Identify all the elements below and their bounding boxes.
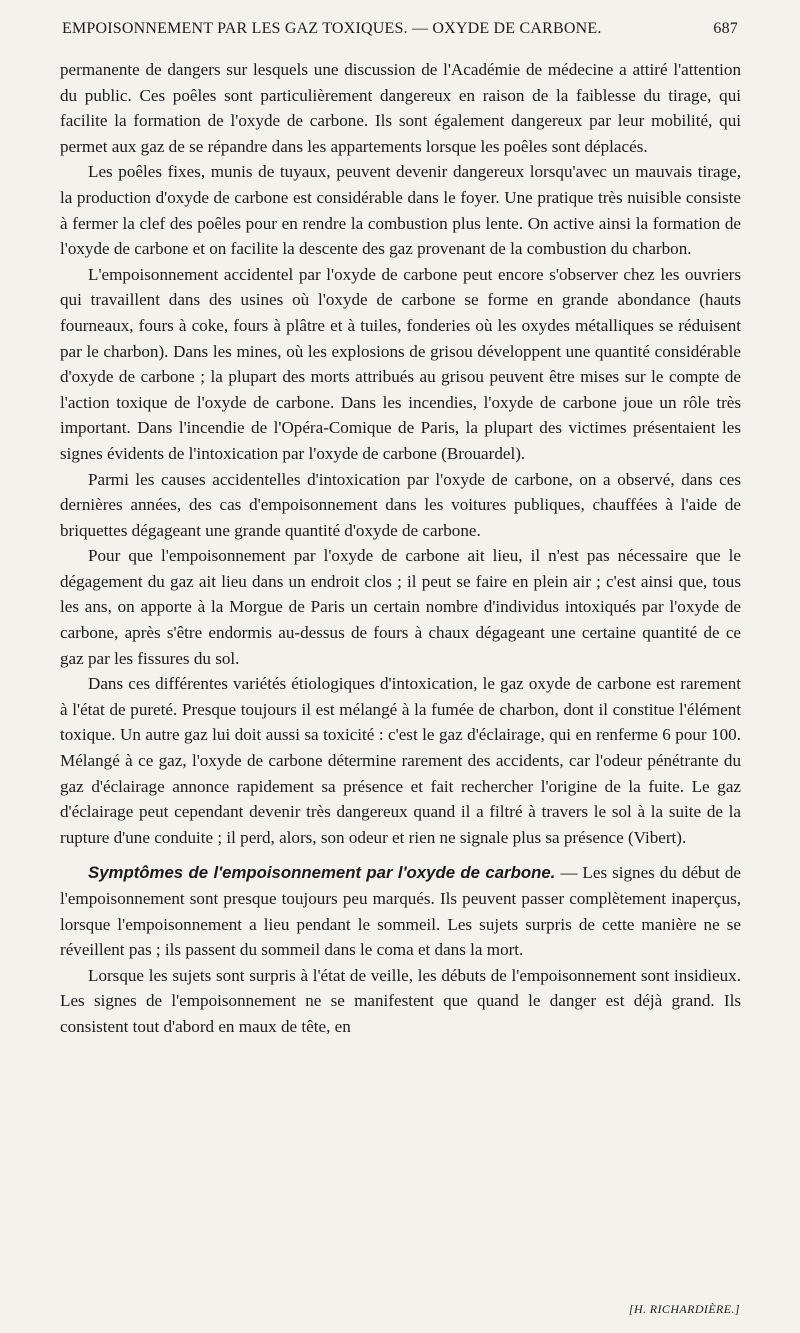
running-title: EMPOISONNEMENT PAR LES GAZ TOXIQUES. — OXYDE DE CARBONE.	[62, 20, 602, 37]
footer-credit: [H. RICHARDIÈRE.]	[628, 1302, 740, 1316]
paragraph-6: Dans ces différentes variétés étiologiques d'intoxication, le gaz oxyde de carbone est rarement à l'état de pureté. Presque toujours il est mélangé à la fumée de charbon, dont il constitue l'élément toxique. Un autre gaz lui doit aussi sa toxicité : c'est le gaz d'éclairage, qui en renferme 6 pour 100. Mélangé à ce gaz, l'oxyde de carbone détermine rarement des accidents, car l'odeur pénétrante du gaz d'éclairage annonce rapidement sa présence et fait rechercher l'origine de la fuite. Le gaz d'éclairage peut cependant devenir très dangereux quand il a filtré à travers le sol à la suite de la rupture d'une conduite ; il perd, alors, son odeur et rien ne signale plus sa présence (Vibert).	[60, 674, 741, 847]
paragraph-5: Pour que l'empoisonnement par l'oxyde de carbone ait lieu, il n'est pas nécessaire que le dégagement du gaz ait lieu dans un endroit clos ; il peut se faire en plein air ; c'est ainsi que, tous les ans, on apporte à la Morgue de Paris un certain nombre d'individus intoxiqués par l'oxyde de carbone, après s'être endormis au-dessus de fours à chaux dégageant une certaine quantité de ce gaz par les fissures du sol.	[60, 546, 741, 668]
page-number: 687	[713, 20, 738, 37]
paragraph-3: L'empoisonnement accidentel par l'oxyde de carbone peut encore s'observer chez les ouvriers qui travaillent dans des usines où l'oxyde de carbone se forme en grande abondance (hauts fourneaux, fours à coke, fours à plâtre et à tuiles, fonderies où les oxydes métalliques se réduisent par le charbon). Dans les mines, où les explosions de grisou développent une quantité considérable d'oxyde de carbone ; la plupart des morts attribués au grisou peuvent être mises sur le compte de l'action toxique de l'oxyde de carbone. Dans les incendies, l'oxyde de carbone joue un rôle très important. Dans l'incendie de l'Opéra-Comique de Paris, la plupart des victimes présentaient les signes évidents de l'intoxication par l'oxyde de carbone (Brouardel).	[60, 264, 741, 463]
body-text	[60, 57, 741, 1040]
section-text: — Les signes du début de l'empoisonnement sont presque toujours peu marqués. Ils peuvent passer complètement inaperçus, lorsque l'empoisonnement a lieu pendant le sommeil. Les sujets surpris de cette manière ne se réveillent pas ; ils passent du sommeil dans le coma et dans la mort.	[60, 863, 741, 960]
symptoms-paragraph	[60, 860, 741, 962]
section-title: Symptômes de l'empoisonnement par l'oxyde de carbone.	[88, 863, 556, 883]
paragraph-1: permanente de dangers sur lesquels une discussion de l'Académie de médecine a attiré l'attention du public. Ces poêles sont particulièrement dangereux en raison de la faiblesse du tirage, qui facilite la formation de l'oxyde de carbone. Ils sont également dangereux par leur mobilité, qui permet aux gaz de se répandre dans les appartements lorsque les poêles sont déplacés.	[60, 60, 741, 156]
paragraph-2: Les poêles fixes, munis de tuyaux, peuvent devenir dangereux lorsqu'avec un mauvais tirage, la production d'oxyde de carbone est considérable dans le foyer. Une pratique très nuisible consiste à fermer la clef des poêles pour en rendre la combustion plus lente. On active ainsi la formation de l'oxyde de carbone et on facilite la descente des gaz provenant de la combustion du charbon.	[60, 162, 741, 259]
paragraph-last: Lorsque les sujets sont surpris à l'état de veille, les débuts de l'empoisonnement sont insidieux. Les signes de l'empoisonnement ne se manifestent que quand le danger est déjà grand. Ils consistent tout d'abord en maux de tête, en	[60, 965, 741, 1036]
paragraph-4: Parmi les causes accidentelles d'intoxication par l'oxyde de carbone, on a observé, dans ces dernières années, des cas d'empoisonnement dans les voitures publiques, chauffées à l'aide de briquettes dégageant une grande quantité d'oxyde de carbone.	[60, 469, 741, 540]
